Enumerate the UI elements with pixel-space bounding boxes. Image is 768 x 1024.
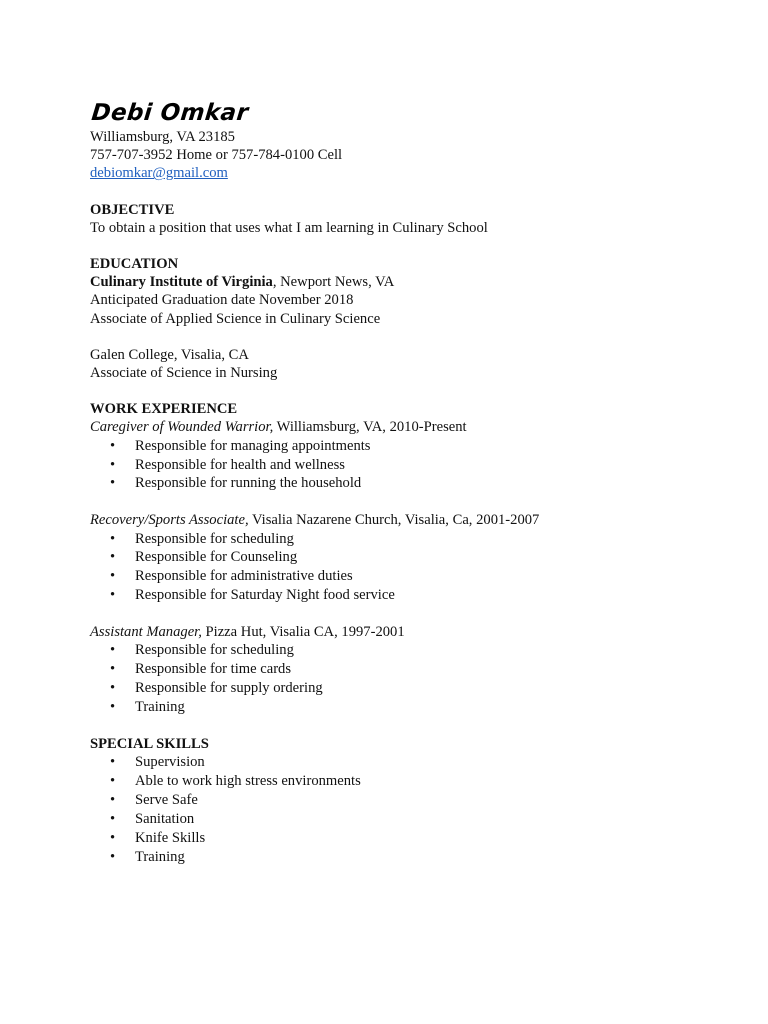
list-item: • Serve Safe: [90, 791, 730, 810]
job-entry: [90, 623, 730, 717]
list-item: • Responsible for Saturday Night food service: [90, 586, 730, 605]
list-item: • Sanitation: [90, 810, 730, 829]
job-title: Assistant Manager,: [90, 624, 202, 641]
education-heading: EDUCATION: [90, 256, 179, 273]
list-item: • Responsible for running the household: [90, 474, 730, 493]
education-detail: Associate of Science in Nursing: [90, 365, 278, 382]
list-item: • Responsible for scheduling: [90, 641, 730, 660]
job-details: Williamsburg, VA, 2010-Present: [273, 419, 467, 436]
work-experience-heading: WORK EXPERIENCE: [90, 401, 238, 418]
list-item: • Training: [90, 698, 730, 717]
objective-heading: OBJECTIVE: [90, 201, 175, 218]
list-item: • Responsible for health and wellness: [90, 456, 730, 475]
email-link[interactable]: debiomkar@gmail.com: [90, 165, 228, 182]
list-item: • Able to work high stress environments: [90, 772, 730, 791]
school-location: , Newport News, VA: [272, 274, 395, 291]
duties-list: [90, 530, 730, 606]
education-section: [90, 255, 730, 382]
duties-list: [90, 641, 730, 717]
list-item: • Responsible for Counseling: [90, 548, 730, 567]
duties-list: [90, 437, 730, 494]
job-title: Caregiver of Wounded Warrior,: [90, 419, 274, 436]
job-details: Visalia Nazarene Church, Visalia, Ca, 2001-2007: [248, 512, 540, 529]
job-details: Pizza Hut, Visalia CA, 1997-2001: [201, 624, 405, 641]
job-entry: [90, 511, 730, 605]
education-entry: [90, 346, 730, 382]
list-item: • Responsible for supply ordering: [90, 679, 730, 698]
special-skills-section: [90, 735, 730, 867]
objective-text: To obtain a position that uses what I am learning in Culinary School: [90, 219, 488, 236]
list-item: • Responsible for managing appointments: [90, 437, 730, 456]
education-entry: [90, 273, 730, 328]
address: Williamsburg, VA 23185: [90, 129, 235, 145]
education-detail: Anticipated Graduation date November 2018: [90, 292, 354, 309]
job-title: Recovery/Sports Associate,: [90, 512, 249, 529]
list-item: • Training: [90, 848, 730, 867]
skills-list: [90, 753, 730, 866]
list-item: • Responsible for administrative duties: [90, 567, 730, 586]
list-item: • Responsible for time cards: [90, 660, 730, 679]
job-entry: [90, 418, 730, 493]
education-detail: Associate of Applied Science in Culinary Science: [90, 310, 381, 327]
list-item: • Knife Skills: [90, 829, 730, 848]
resume-page: [90, 98, 730, 867]
phone-numbers: 757-707-3952 Home or 757-784-0100 Cell: [90, 147, 343, 164]
objective-section: [90, 201, 730, 237]
list-item: • Responsible for scheduling: [90, 530, 730, 549]
special-skills-heading: SPECIAL SKILLS: [90, 736, 209, 753]
school-name: Galen College, Visalia, CA: [90, 346, 249, 363]
list-item: • Supervision: [90, 753, 730, 772]
school-name: Culinary Institute of Virginia: [90, 274, 273, 291]
resume-header: [90, 98, 730, 183]
candidate-name: Debi Omkar: [90, 100, 250, 126]
work-experience-section: [90, 400, 730, 717]
